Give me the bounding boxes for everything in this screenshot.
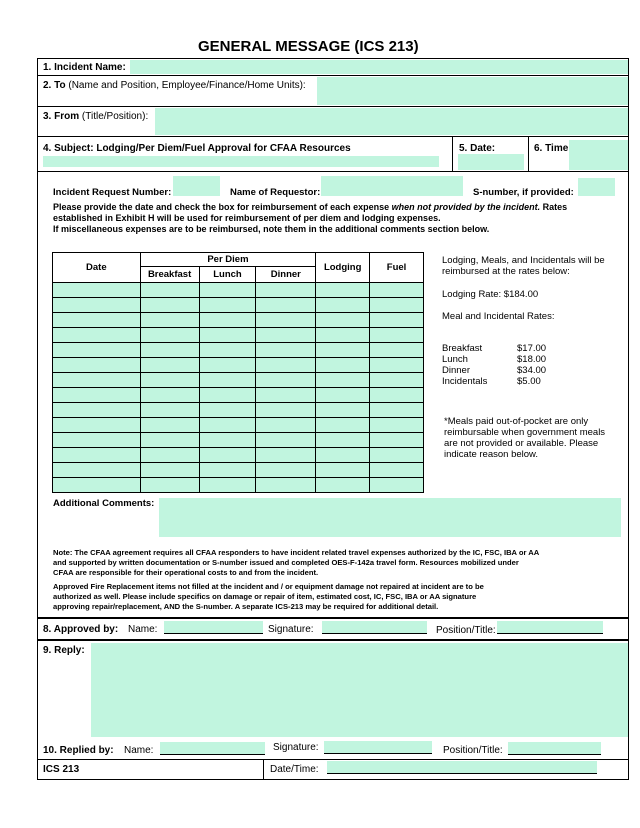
- dinner-input[interactable]: [256, 448, 315, 462]
- breakfast-header: Breakfast: [140, 267, 199, 283]
- underline: [322, 633, 427, 634]
- dinner-cell[interactable]: [256, 463, 316, 478]
- divider: [37, 617, 629, 619]
- divider: [37, 75, 629, 76]
- dinner-input[interactable]: [256, 388, 315, 402]
- dinner-cell[interactable]: [256, 328, 316, 343]
- rate-dinner-amount: $34.00: [517, 365, 547, 376]
- lodging-cell[interactable]: [316, 373, 370, 388]
- lodging-cell[interactable]: [316, 283, 370, 298]
- divider: [37, 759, 629, 760]
- lodging-input[interactable]: [316, 463, 369, 477]
- lodging-input[interactable]: [316, 448, 369, 462]
- instructions-1a: Please provide the date and check the box for reimbursement of each expense: [53, 202, 392, 212]
- lunch-cell[interactable]: [199, 403, 256, 418]
- dinner-input[interactable]: [256, 403, 315, 417]
- note-line-3: CFAA are responsible for their operational costs to and from the incident.: [53, 568, 319, 577]
- fuel-input[interactable]: [370, 478, 423, 492]
- additional-comments-field[interactable]: [159, 498, 621, 537]
- meals-note-2: reimbursable when government meals: [444, 427, 606, 438]
- fuel-cell[interactable]: [370, 283, 424, 298]
- breakfast-input[interactable]: [141, 313, 199, 327]
- table-row: [53, 448, 424, 463]
- fuel-cell[interactable]: [370, 418, 424, 433]
- lunch-cell[interactable]: [199, 343, 256, 358]
- instructions-1b: when not provided by the incident.: [391, 202, 541, 212]
- table-row: [53, 433, 424, 448]
- rates-intro-2: reimbursed at the rates below:: [442, 266, 570, 277]
- breakfast-input[interactable]: [141, 433, 199, 447]
- lodging-input[interactable]: [316, 283, 369, 297]
- lodging-input[interactable]: [316, 388, 369, 402]
- breakfast-input[interactable]: [141, 298, 199, 312]
- breakfast-input[interactable]: [141, 403, 199, 417]
- date-cell[interactable]: [53, 298, 141, 313]
- fuel-header: Fuel: [370, 253, 424, 283]
- form-id: ICS 213: [43, 764, 80, 775]
- fuel-input[interactable]: [370, 418, 423, 432]
- underline: [508, 754, 601, 755]
- dinner-cell[interactable]: [256, 388, 316, 403]
- lodging-cell[interactable]: [316, 448, 370, 463]
- replied-by-label: 10. Replied by:: [43, 745, 114, 756]
- table-row: [53, 478, 424, 493]
- fuel-input[interactable]: [370, 373, 423, 387]
- divider-v: [263, 759, 264, 780]
- lunch-cell[interactable]: [199, 328, 256, 343]
- s-number-label: S-number, if provided:: [473, 187, 574, 198]
- approved-position-label: Position/Title:: [436, 625, 496, 636]
- date-cell[interactable]: [53, 418, 141, 433]
- date-input[interactable]: [53, 313, 140, 327]
- lodging-cell[interactable]: [316, 403, 370, 418]
- breakfast-cell[interactable]: [140, 388, 199, 403]
- breakfast-cell[interactable]: [140, 418, 199, 433]
- lunch-cell[interactable]: [199, 373, 256, 388]
- dinner-cell[interactable]: [256, 343, 316, 358]
- breakfast-cell[interactable]: [140, 313, 199, 328]
- breakfast-cell[interactable]: [140, 298, 199, 313]
- date-input[interactable]: [53, 283, 140, 297]
- lunch-cell[interactable]: [199, 298, 256, 313]
- breakfast-input[interactable]: [141, 463, 199, 477]
- divider: [37, 171, 629, 172]
- incident-request-number-label: Incident Request Number:: [53, 187, 172, 198]
- fuel-input[interactable]: [370, 343, 423, 357]
- fuel-cell[interactable]: [370, 403, 424, 418]
- date-cell[interactable]: [53, 343, 141, 358]
- replied-position-label: Position/Title:: [443, 745, 503, 756]
- fuel-cell[interactable]: [370, 313, 424, 328]
- frame-top: [37, 58, 629, 59]
- breakfast-cell[interactable]: [140, 328, 199, 343]
- rate-lunch-name: Lunch: [442, 354, 468, 365]
- table-row: [53, 463, 424, 478]
- dinner-cell[interactable]: [256, 313, 316, 328]
- dinner-cell[interactable]: [256, 448, 316, 463]
- fuel-cell[interactable]: [370, 343, 424, 358]
- rate-incidentals-name: Incidentals: [442, 376, 488, 387]
- lodging-input[interactable]: [316, 358, 369, 372]
- divider: [37, 639, 629, 641]
- lunch-input[interactable]: [200, 283, 256, 297]
- fuel-input[interactable]: [370, 313, 423, 327]
- rate-breakfast-amount: $17.00: [517, 343, 547, 354]
- underline: [164, 633, 263, 634]
- date-input[interactable]: [53, 418, 140, 432]
- fuel-input[interactable]: [370, 448, 423, 462]
- date-input[interactable]: [53, 448, 140, 462]
- breakfast-input[interactable]: [141, 283, 199, 297]
- form-title: GENERAL MESSAGE (ICS 213): [198, 38, 419, 55]
- to-colon: :: [302, 80, 306, 91]
- breakfast-input[interactable]: [141, 358, 199, 372]
- lunch-input[interactable]: [200, 373, 256, 387]
- note-line-6: approving repair/replacement, AND the S-number. A separate ICS-213 may be required for additional detail.: [53, 602, 439, 611]
- date-header: Date: [53, 253, 141, 283]
- date-cell[interactable]: [53, 373, 141, 388]
- fuel-cell[interactable]: [370, 328, 424, 343]
- dinner-input[interactable]: [256, 313, 315, 327]
- lodging-cell[interactable]: [316, 478, 370, 493]
- underline: [327, 773, 597, 774]
- subject-field[interactable]: [43, 156, 439, 167]
- lunch-cell[interactable]: [199, 418, 256, 433]
- breakfast-input[interactable]: [141, 388, 199, 402]
- dinner-input[interactable]: [256, 463, 315, 477]
- lunch-cell[interactable]: [199, 388, 256, 403]
- fuel-cell[interactable]: [370, 373, 424, 388]
- approved-signature-label: Signature:: [268, 624, 314, 635]
- lodging-cell[interactable]: [316, 463, 370, 478]
- lunch-input[interactable]: [200, 328, 256, 342]
- lodging-input[interactable]: [316, 373, 369, 387]
- table-row: [53, 388, 424, 403]
- lunch-cell[interactable]: [199, 283, 256, 298]
- lodging-cell[interactable]: [316, 433, 370, 448]
- fuel-input[interactable]: [370, 283, 423, 297]
- table-row: [53, 373, 424, 388]
- dinner-cell[interactable]: [256, 418, 316, 433]
- lodging-cell[interactable]: [316, 328, 370, 343]
- table-row: [53, 313, 424, 328]
- divider-v: [452, 137, 453, 171]
- date-input[interactable]: [53, 358, 140, 372]
- fuel-input[interactable]: [370, 403, 423, 417]
- lodging-cell[interactable]: [316, 298, 370, 313]
- table-row: [53, 283, 424, 298]
- replied-signature-label: Signature:: [273, 742, 319, 753]
- date-cell[interactable]: [53, 433, 141, 448]
- fuel-input[interactable]: [370, 358, 423, 372]
- per-diem-header: Per Diem: [140, 253, 316, 267]
- from-label-group: [43, 111, 148, 122]
- lunch-cell[interactable]: [199, 478, 256, 493]
- meals-note-3: are not provided or available. Please: [444, 438, 599, 449]
- date-input[interactable]: [53, 388, 140, 402]
- date-cell[interactable]: [53, 358, 141, 373]
- from-hint: (Title/Position): [81, 111, 146, 122]
- to-label: 2. To: [43, 80, 66, 91]
- date-cell[interactable]: [53, 328, 141, 343]
- lunch-cell[interactable]: [199, 313, 256, 328]
- instructions-line-2: established in Exhibit H will be used for reimbursement of per diem and lodging expenses.: [53, 213, 441, 223]
- incident-request-number-field[interactable]: [173, 176, 220, 196]
- reply-label: 9. Reply:: [43, 645, 85, 656]
- lunch-input[interactable]: [200, 358, 256, 372]
- replied-name-label: Name:: [124, 745, 154, 756]
- to-hint: (Name and Position, Employee/Finance/Home Units): [68, 80, 303, 91]
- underline: [497, 633, 603, 634]
- lunch-cell[interactable]: [199, 433, 256, 448]
- lodging-input[interactable]: [316, 313, 369, 327]
- fuel-cell[interactable]: [370, 463, 424, 478]
- meals-note-4: indicate reason below.: [444, 449, 539, 460]
- date-cell[interactable]: [53, 463, 141, 478]
- note-line-5: authorized as well. Please include specifics on damage or repair of item, estimated cost, IC, FSC, IBA or AA signature: [53, 592, 477, 601]
- note-line-1: Note: The CFAA agreement requires all CFAA responders to have incident related travel expenses authorized by the IC, FSC, IBA or AA: [53, 548, 540, 557]
- dinner-cell[interactable]: [256, 283, 316, 298]
- breakfast-input[interactable]: [141, 328, 199, 342]
- lodging-rate: Lodging Rate: $184.00: [442, 289, 539, 300]
- to-label-group: [43, 80, 306, 91]
- instructions-line-3: If miscellaneous expenses are to be reimbursed, note them in the additional comments section below.: [53, 224, 490, 234]
- divider: [37, 136, 629, 137]
- instructions-line-1: [53, 202, 567, 212]
- meals-note-1: *Meals paid out-of-pocket are only: [444, 416, 589, 427]
- frame-left: [37, 58, 38, 780]
- approved-by-label: 8. Approved by:: [43, 624, 119, 635]
- dinner-input[interactable]: [256, 328, 315, 342]
- lunch-cell[interactable]: [199, 448, 256, 463]
- dinner-cell[interactable]: [256, 433, 316, 448]
- breakfast-input[interactable]: [141, 478, 199, 492]
- lunch-cell[interactable]: [199, 358, 256, 373]
- date-input[interactable]: [53, 403, 140, 417]
- lodging-cell[interactable]: [316, 343, 370, 358]
- from-field[interactable]: [155, 108, 628, 135]
- breakfast-cell[interactable]: [140, 373, 199, 388]
- breakfast-cell[interactable]: [140, 478, 199, 493]
- table-row: [53, 358, 424, 373]
- lunch-input[interactable]: [200, 298, 256, 312]
- date-cell[interactable]: [53, 403, 141, 418]
- dinner-input[interactable]: [256, 343, 315, 357]
- lunch-input[interactable]: [200, 403, 256, 417]
- dinner-input[interactable]: [256, 298, 315, 312]
- breakfast-cell[interactable]: [140, 433, 199, 448]
- time-label: 6. Time: [534, 143, 569, 154]
- dinner-header: Dinner: [256, 267, 316, 283]
- approved-name-label: Name:: [128, 624, 158, 635]
- lodging-input[interactable]: [316, 328, 369, 342]
- fuel-cell[interactable]: [370, 358, 424, 373]
- subject-label: 4. Subject: Lodging/Per Diem/Fuel Approval for CFAA Resources: [43, 143, 351, 154]
- divider-v: [528, 137, 529, 171]
- dinner-input[interactable]: [256, 478, 315, 492]
- rate-lunch-amount: $18.00: [517, 354, 547, 365]
- s-number-field[interactable]: [578, 178, 615, 196]
- fuel-cell[interactable]: [370, 448, 424, 463]
- dinner-cell[interactable]: [256, 403, 316, 418]
- lunch-input[interactable]: [200, 388, 256, 402]
- underline: [160, 754, 265, 755]
- rate-dinner-name: Dinner: [442, 365, 470, 376]
- table-row: [53, 298, 424, 313]
- requestor-name-field[interactable]: [321, 176, 463, 196]
- dinner-cell[interactable]: [256, 358, 316, 373]
- lodging-cell[interactable]: [316, 313, 370, 328]
- breakfast-cell[interactable]: [140, 403, 199, 418]
- from-colon: :: [145, 111, 149, 122]
- lunch-input[interactable]: [200, 433, 256, 447]
- datetime-label: Date/Time:: [270, 764, 319, 775]
- requestor-name-label: Name of Requestor:: [230, 187, 321, 198]
- breakfast-cell[interactable]: [140, 343, 199, 358]
- breakfast-cell[interactable]: [140, 358, 199, 373]
- reply-field[interactable]: [91, 643, 628, 737]
- note-line-4: Approved Fire Replacement items not filled at the incident and / or equipment damage not repaired at incident are to be: [53, 582, 484, 591]
- table-row: [53, 343, 424, 358]
- fuel-cell[interactable]: [370, 433, 424, 448]
- date-input[interactable]: [53, 328, 140, 342]
- date-input[interactable]: [53, 463, 140, 477]
- table-row: [53, 403, 424, 418]
- lunch-input[interactable]: [200, 418, 256, 432]
- lodging-input[interactable]: [316, 298, 369, 312]
- lodging-cell[interactable]: [316, 418, 370, 433]
- date-cell[interactable]: [53, 478, 141, 493]
- dinner-input[interactable]: [256, 418, 315, 432]
- additional-comments-label: Additional Comments:: [53, 498, 155, 509]
- lodging-input[interactable]: [316, 418, 369, 432]
- date-field[interactable]: [458, 154, 524, 170]
- instructions-1c: Rates: [540, 202, 568, 212]
- lunch-input[interactable]: [200, 343, 256, 357]
- date-input[interactable]: [53, 298, 140, 312]
- note-line-2: and supported by written documentation or S-number issued and completed OES-F-142a travel form. Resources mobilized under: [53, 558, 519, 567]
- date-label: 5. Date:: [459, 143, 496, 154]
- dinner-input[interactable]: [256, 358, 315, 372]
- dinner-cell[interactable]: [256, 373, 316, 388]
- date-input[interactable]: [53, 433, 140, 447]
- date-input[interactable]: [53, 343, 140, 357]
- lunch-input[interactable]: [200, 448, 256, 462]
- rate-breakfast-name: Breakfast: [442, 343, 483, 354]
- breakfast-input[interactable]: [141, 448, 199, 462]
- expense-table: [52, 252, 424, 493]
- underline: [324, 753, 432, 754]
- date-input[interactable]: [53, 478, 140, 492]
- incident-name-label: 1. Incident Name:: [43, 62, 126, 73]
- dinner-input[interactable]: [256, 283, 315, 297]
- incident-name-field[interactable]: [130, 60, 628, 74]
- breakfast-input[interactable]: [141, 343, 199, 357]
- table-row: [53, 328, 424, 343]
- fuel-input[interactable]: [370, 328, 423, 342]
- rate-incidentals-amount: $5.00: [517, 376, 541, 387]
- frame-bottom: [37, 779, 629, 780]
- lodging-input[interactable]: [316, 433, 369, 447]
- lodging-input[interactable]: [316, 478, 369, 492]
- breakfast-input[interactable]: [141, 373, 199, 387]
- lodging-cell[interactable]: [316, 388, 370, 403]
- fuel-cell[interactable]: [370, 478, 424, 493]
- meal-rates-heading: Meal and Incidental Rates:: [442, 311, 555, 322]
- date-cell[interactable]: [53, 448, 141, 463]
- dinner-input[interactable]: [256, 433, 315, 447]
- lunch-input[interactable]: [200, 313, 256, 327]
- breakfast-input[interactable]: [141, 418, 199, 432]
- dinner-input[interactable]: [256, 373, 315, 387]
- to-field[interactable]: [317, 77, 628, 105]
- lodging-input[interactable]: [316, 403, 369, 417]
- fuel-cell[interactable]: [370, 298, 424, 313]
- fuel-input[interactable]: [370, 433, 423, 447]
- lunch-header: Lunch: [199, 267, 256, 283]
- frame-right: [628, 58, 629, 780]
- fuel-input[interactable]: [370, 298, 423, 312]
- lodging-input[interactable]: [316, 343, 369, 357]
- divider: [37, 106, 629, 107]
- fuel-input[interactable]: [370, 388, 423, 402]
- date-cell[interactable]: [53, 313, 141, 328]
- lodging-cell[interactable]: [316, 358, 370, 373]
- table-row: [53, 418, 424, 433]
- time-field[interactable]: [569, 140, 628, 170]
- fuel-cell[interactable]: [370, 388, 424, 403]
- breakfast-cell[interactable]: [140, 448, 199, 463]
- lunch-input[interactable]: [200, 478, 256, 492]
- dinner-cell[interactable]: [256, 478, 316, 493]
- rates-intro-1: Lodging, Meals, and Incidentals will be: [442, 255, 605, 266]
- breakfast-cell[interactable]: [140, 283, 199, 298]
- lunch-cell[interactable]: [199, 463, 256, 478]
- date-cell[interactable]: [53, 283, 141, 298]
- breakfast-cell[interactable]: [140, 463, 199, 478]
- dinner-cell[interactable]: [256, 298, 316, 313]
- date-cell[interactable]: [53, 388, 141, 403]
- lodging-header: Lodging: [316, 253, 370, 283]
- lunch-input[interactable]: [200, 463, 256, 477]
- date-input[interactable]: [53, 373, 140, 387]
- fuel-input[interactable]: [370, 463, 423, 477]
- from-label: 3. From: [43, 111, 80, 122]
- expense-rows: [53, 283, 424, 493]
